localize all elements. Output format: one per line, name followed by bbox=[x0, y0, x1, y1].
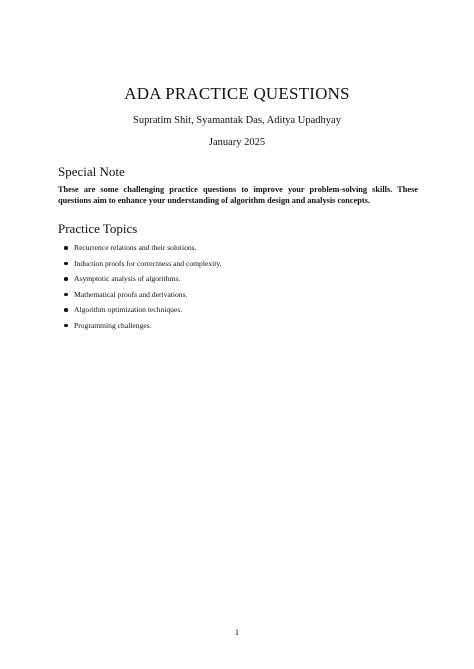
list-item-text: Recurrence relations and their solutions. bbox=[74, 243, 197, 252]
list-item-text: Asymptotic analysis of algorithms. bbox=[74, 274, 181, 284]
list-item bbox=[62, 274, 222, 290]
document-date: January 2025 bbox=[208, 137, 266, 148]
special-note-heading: Special Note bbox=[58, 164, 125, 179]
bullet-icon bbox=[64, 246, 68, 250]
list-item bbox=[62, 305, 222, 321]
document-authors: Supratim Shit, Syamantak Das, Aditya Upadhyay bbox=[133, 115, 341, 126]
special-note-text: These are some challenging practice questions to improve your problem-solving skills. These questions aim to enhance your understanding of algorithm design and analysis concepts. bbox=[58, 185, 418, 206]
list-item bbox=[62, 259, 222, 275]
bullet-icon bbox=[64, 293, 68, 297]
practice-topics-heading: Practice Topics bbox=[58, 221, 138, 236]
list-item-text: Programming challenges. bbox=[74, 320, 152, 330]
bullet-icon bbox=[64, 262, 68, 266]
list-item bbox=[62, 290, 222, 306]
list-item-text: Algorithm optimization techniques. bbox=[74, 305, 183, 315]
list-item bbox=[62, 243, 222, 259]
list-item-text: Induction proofs for correctness and complexity. bbox=[74, 258, 222, 268]
page-number: 1 bbox=[235, 628, 239, 637]
list-item-text: Mathematical proofs and derivations. bbox=[74, 289, 188, 299]
document-title: ADA PRACTICE QUESTIONS bbox=[124, 84, 350, 103]
bullet-icon bbox=[64, 324, 68, 328]
practice-topics-list bbox=[62, 243, 222, 337]
bullet-icon bbox=[64, 277, 68, 281]
bullet-icon bbox=[64, 308, 68, 312]
list-item bbox=[62, 321, 222, 337]
